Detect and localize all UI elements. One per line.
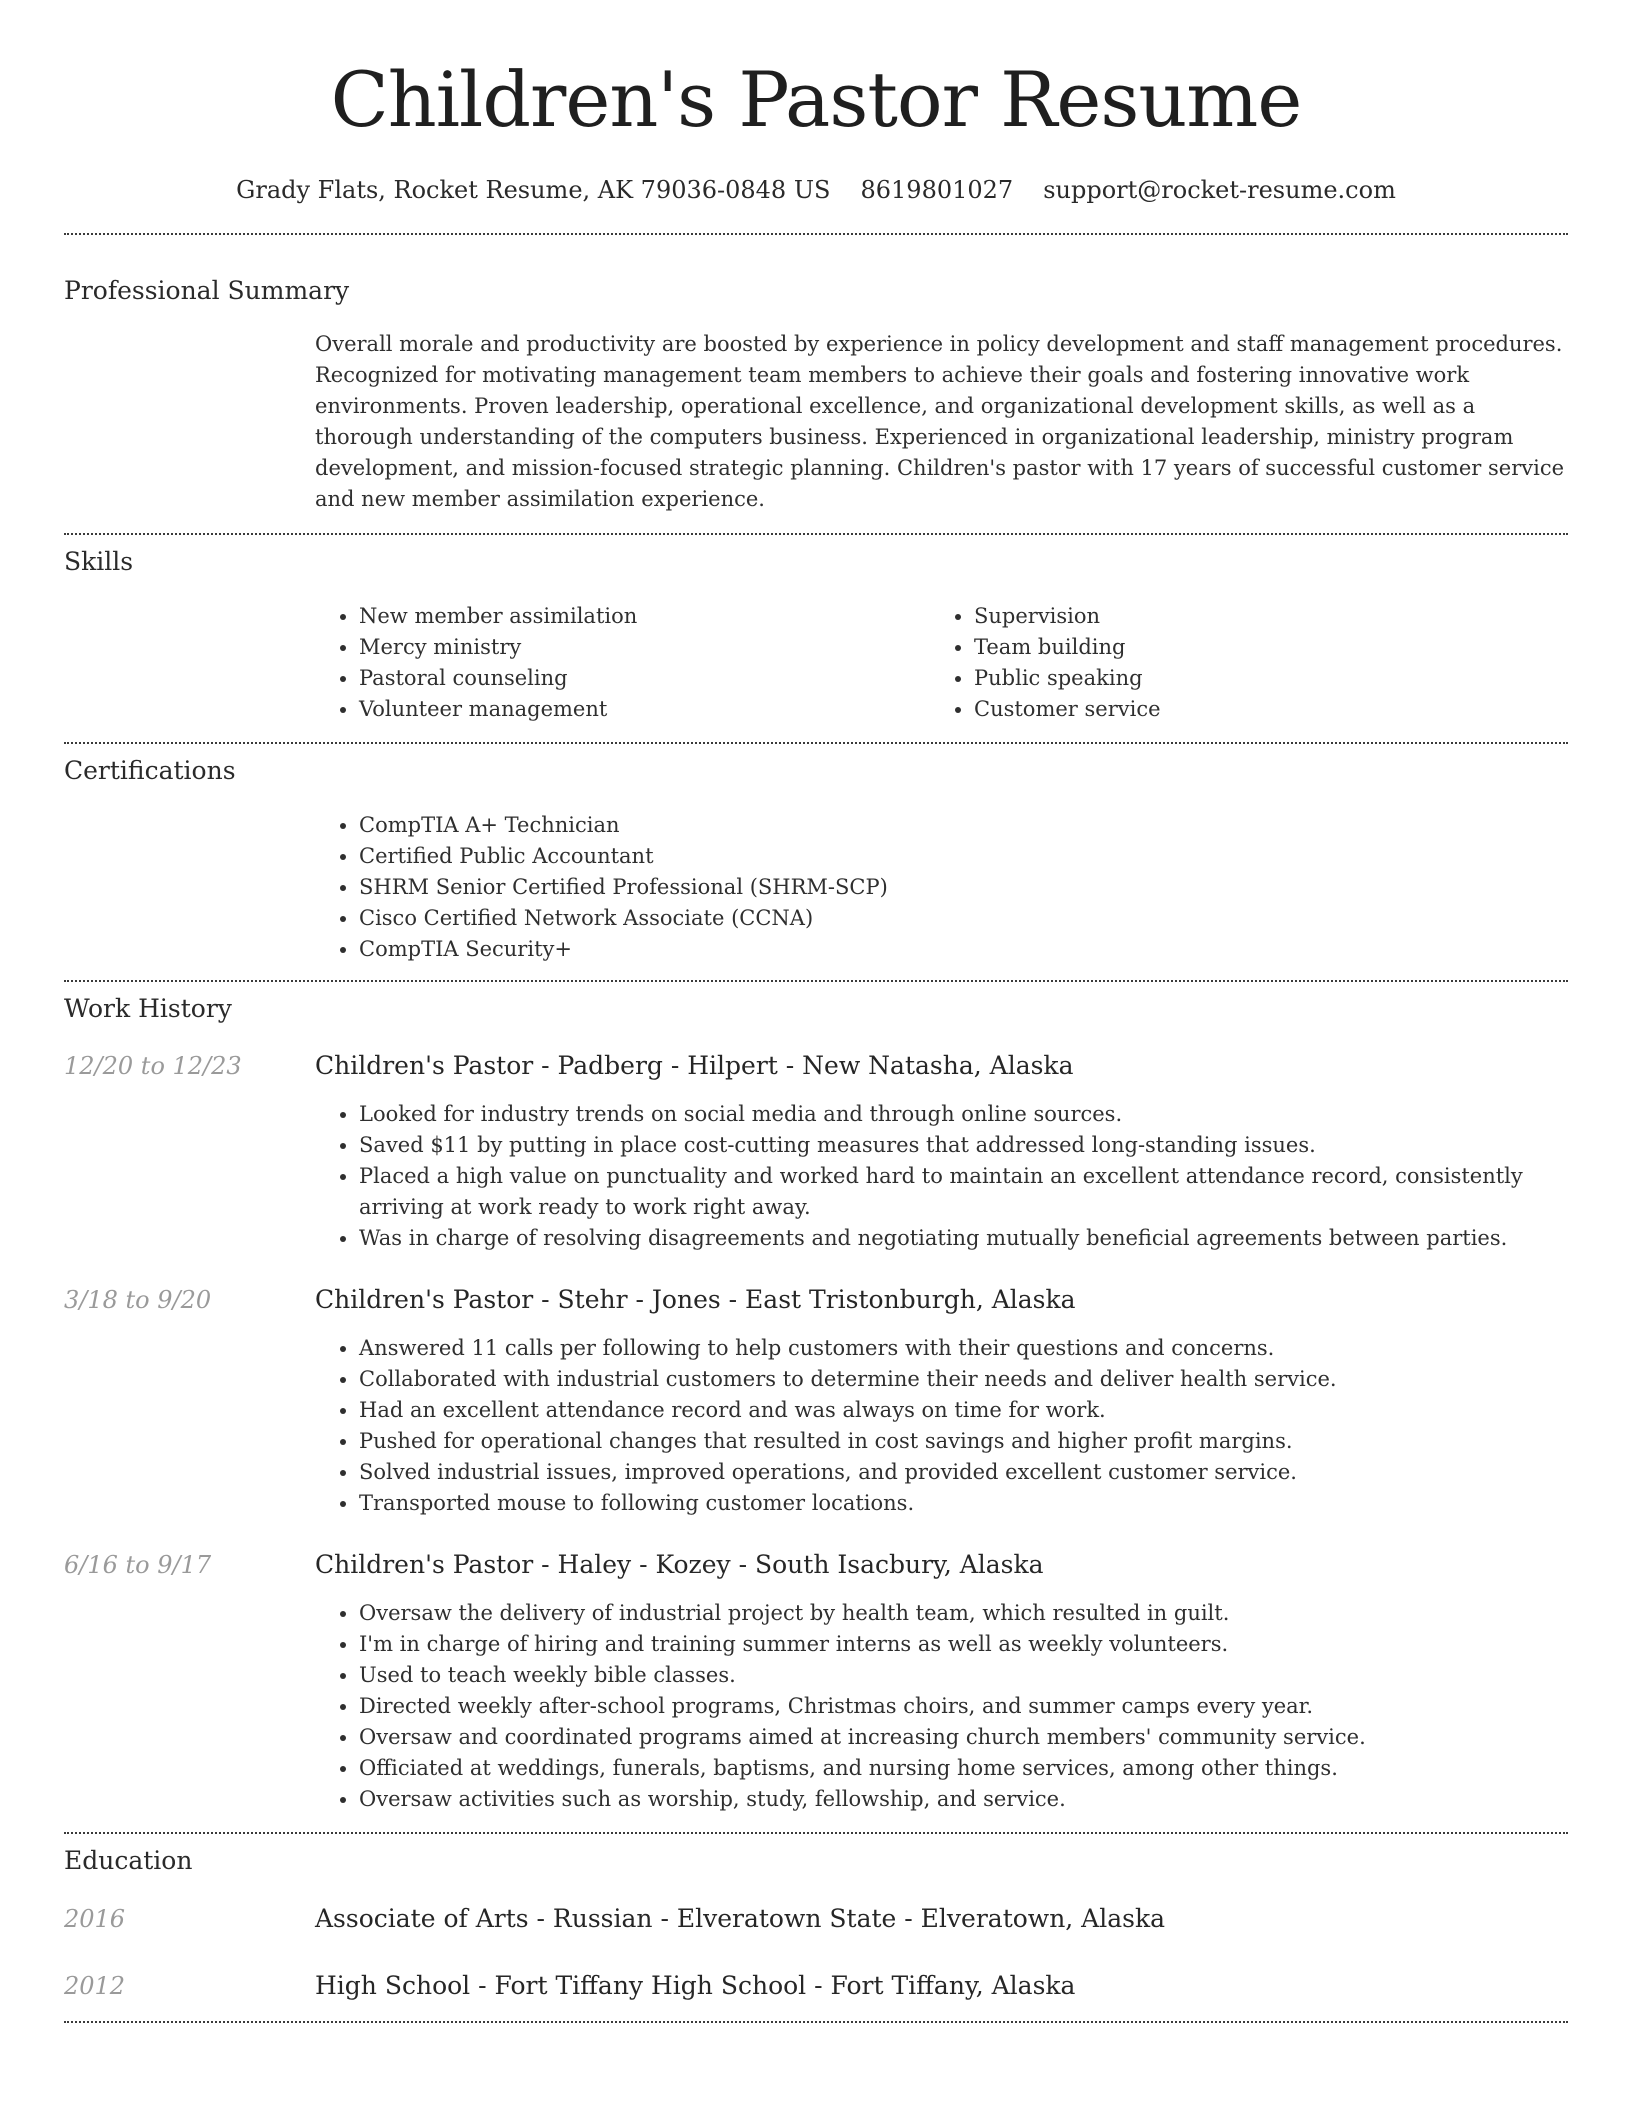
education-year: 2016	[64, 1905, 126, 1933]
skill-item: • Pastoral counseling	[359, 663, 930, 694]
job-bullet: • Saved $11 by putting in place cost-cutting measures that addressed long-standing issues.	[359, 1130, 1568, 1161]
education-title: High School - Fort Tiffany High School - Fort Tiffany, Alaska	[315, 1971, 1076, 2000]
certification-item: • Cisco Certified Network Associate (CCNA)	[359, 903, 1568, 934]
job-title: Children's Pastor - Padberg - Hilpert - New Natasha, Alaska	[315, 1051, 1074, 1080]
job-dates: 3/18 to 9/20	[64, 1286, 212, 1314]
divider	[64, 533, 1568, 535]
certifications-list	[315, 810, 1568, 965]
summary-heading: Professional Summary	[64, 276, 350, 305]
job-bullet-list	[315, 1099, 1568, 1254]
work-history-heading: Work History	[64, 994, 232, 1023]
divider	[64, 1832, 1568, 1834]
job-bullet: • Officiated at weddings, funerals, baptisms, and nursing home services, among other things.	[359, 1753, 1568, 1784]
certification-item: • CompTIA A+ Technician	[359, 810, 1568, 841]
job-dates: 6/16 to 9/17	[64, 1551, 212, 1579]
job-entry	[64, 1284, 1568, 1316]
skill-item: • Volunteer management	[359, 694, 930, 725]
job-bullets	[315, 1598, 1568, 1815]
job-dates: 12/20 to 12/23	[64, 1052, 242, 1080]
divider	[64, 742, 1568, 744]
job-bullet: • Oversaw activities such as worship, study, fellowship, and service.	[359, 1784, 1568, 1815]
job-bullet: • Transported mouse to following customer locations.	[359, 1488, 1568, 1519]
job-title: Children's Pastor - Stehr - Jones - East Tristonburgh, Alaska	[315, 1285, 1076, 1314]
job-bullet: • Oversaw and coordinated programs aimed at increasing church members' community service.	[359, 1722, 1568, 1753]
skills-grid	[315, 601, 1568, 725]
skills-heading: Skills	[64, 547, 134, 576]
job-bullet: • Pushed for operational changes that resulted in cost savings and higher profit margins.	[359, 1426, 1568, 1457]
job-bullet: • Solved industrial issues, improved operations, and provided excellent customer service.	[359, 1457, 1568, 1488]
divider	[64, 233, 1568, 235]
job-bullet: • Had an excellent attendance record and was always on time for work.	[359, 1395, 1568, 1426]
contact-line	[64, 174, 1568, 206]
job-title: Children's Pastor - Haley - Kozey - South Isacbury, Alaska	[315, 1550, 1044, 1579]
education-heading: Education	[64, 1846, 193, 1875]
education-title: Associate of Arts - Russian - Elveratown State - Elveratown, Alaska	[315, 1904, 1166, 1933]
skills-section	[64, 546, 1568, 725]
job-bullet-list	[315, 1598, 1568, 1815]
summary-section	[64, 275, 1568, 515]
skill-item: • Public speaking	[974, 663, 1568, 694]
education-year: 2012	[64, 1972, 126, 2000]
job-entry	[64, 1549, 1568, 1581]
skill-item: • Team building	[974, 632, 1568, 663]
contact-address: Grady Flats, Rocket Resume, AK 79036-0848 US	[236, 176, 831, 204]
skills-list-right	[930, 601, 1568, 725]
certification-item: • SHRM Senior Certified Professional (SHRM-SCP)	[359, 872, 1568, 903]
job-bullets	[315, 1333, 1568, 1519]
certification-item: • Certified Public Accountant	[359, 841, 1568, 872]
skill-item: • Mercy ministry	[359, 632, 930, 663]
job-bullet: • Placed a high value on punctuality and worked hard to maintain an excellent attendance record, consistently arriving at work ready to work right away.	[359, 1161, 1568, 1223]
resume-title: Children's Pastor Resume	[330, 55, 1302, 144]
job-bullet: • Answered 11 calls per following to help customers with their questions and concerns.	[359, 1333, 1568, 1364]
job-bullet: • Used to teach weekly bible classes.	[359, 1660, 1568, 1691]
certification-item: • CompTIA Security+	[359, 934, 1568, 965]
job-bullet-list	[315, 1333, 1568, 1519]
job-bullet: • Collaborated with industrial customers to determine their needs and deliver health service.	[359, 1364, 1568, 1395]
education-section	[64, 1845, 1568, 2002]
certifications-section	[64, 755, 1568, 965]
divider	[64, 980, 1568, 982]
certifications-heading: Certifications	[64, 756, 236, 785]
divider	[64, 2021, 1568, 2023]
job-bullet: • I'm in charge of hiring and training summer interns as well as weekly volunteers.	[359, 1629, 1568, 1660]
contact-phone: 8619801027	[860, 176, 1014, 204]
job-bullets	[315, 1099, 1568, 1254]
education-entry	[64, 1903, 1568, 1935]
job-bullet: • Looked for industry trends on social media and through online sources.	[359, 1099, 1568, 1130]
job-entry	[64, 1050, 1568, 1082]
job-bullet: • Directed weekly after-school programs, Christmas choirs, and summer camps every year.	[359, 1691, 1568, 1722]
skills-list-left	[315, 601, 930, 725]
job-bullet: • Oversaw the delivery of industrial project by health team, which resulted in guilt.	[359, 1598, 1568, 1629]
education-entry	[64, 1970, 1568, 2002]
skill-item: • Supervision	[974, 601, 1568, 632]
summary-text: Overall morale and productivity are boosted by experience in policy development and staff management procedures. Recognized for motivating management team members to achieve their goals and fostering innovative work environments. Proven leadership, operational excellence, and organizational development skills, as well as a thorough understanding of the computers business. Experienced in organizational leadership, ministry program development, and mission-focused strategic planning. Children's pastor with 17 years of successful customer service and new member assimilation experience.	[315, 332, 1565, 511]
certifications-body	[315, 810, 1568, 965]
work-history-section	[64, 993, 1568, 1815]
contact-email: support@rocket-resume.com	[1043, 176, 1396, 204]
skill-item: • New member assimilation	[359, 601, 930, 632]
job-bullet: • Was in charge of resolving disagreements and negotiating mutually beneficial agreements between parties.	[359, 1223, 1568, 1254]
skill-item: • Customer service	[974, 694, 1568, 725]
